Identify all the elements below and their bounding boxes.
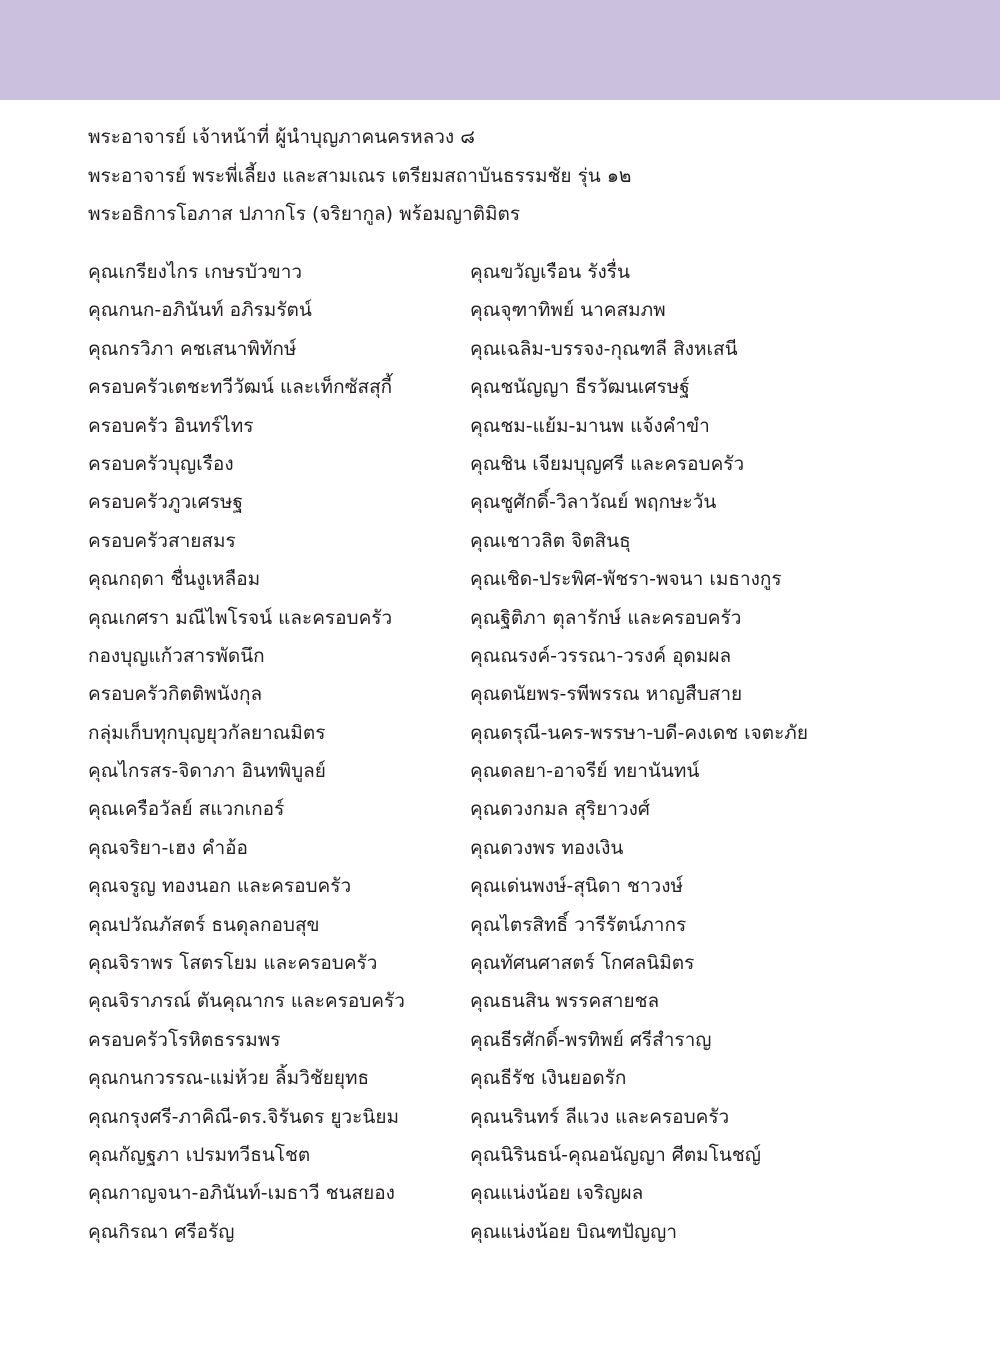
name-entry: ครอบครัวภูวเศรษฐ (88, 491, 243, 514)
name-entry: คุณชม-แย้ม-มานพ แจ้งคำขำ (470, 414, 710, 437)
name-entry: คุณเครือวัลย์ สแวกเกอร์ (88, 798, 285, 821)
name-entry: คุณดวงกมล สุริยาวงศ์ (470, 798, 650, 821)
name-entry: คุณเกศรา มณีไพโรจน์ และครอบครัว (88, 606, 393, 629)
name-entry: คุณไตรสิทธิ์ วารีรัตน์ภากร (470, 913, 687, 936)
name-entry: ครอบครัวกิตติพนังกุล (88, 683, 263, 706)
name-entry: คุณกาญจนา-อภินันท์-เมธาวี ชนสยอง (88, 1182, 395, 1205)
name-entry: คุณเฉลิม-บรรจง-กุณฑลี สิงหเสนี (470, 337, 738, 360)
name-entry: คุณกรวิภา คชเสนาพิทักษ์ (88, 337, 297, 360)
name-entry: คุณนรินทร์ ลีแวง และครอบครัว (470, 1105, 730, 1128)
name-entry: คุณกิรณา ศรีอรัญ (88, 1220, 235, 1243)
name-entry: คุณชนัญญา ธีรวัฒนเศรษฐ์ (470, 376, 690, 399)
name-entry: ครอบครัวบุญเรือง (88, 452, 234, 475)
name-entry: คุณจรูญ ทองนอก และครอบครัว (88, 875, 352, 898)
intro-line: พระอาจารย์ เจ้าหน้าที่ ผู้นำบุญภาคนครหลวง ๘ (88, 126, 475, 148)
name-entry: คุณชูศักดิ์-วิลาวัณย์ พฤกษะวัน (470, 491, 717, 514)
name-entry: ครอบครัวโรหิตธรรมพร (88, 1028, 281, 1051)
name-entry: ครอบครัวเตชะทวีวัฒน์ และเท็กซัสสุกี้ (88, 376, 393, 399)
name-entry: คุณเกรียงไกร เกษรบัวขาว (88, 261, 303, 283)
name-entry: คุณธีรัช เงินยอดรัก (470, 1067, 627, 1090)
name-entry: คุณเชาวลิต จิตสินธุ (470, 529, 631, 552)
name-entry: คุณดลยา-อาจรีย์ ทยานันทน์ (470, 760, 700, 783)
name-entry: คุณเด่นพงษ์-สุนิดา ชาวงษ์ (470, 875, 684, 898)
name-entry: คุณแน่งน้อย บิณฑปัญญา (470, 1220, 677, 1243)
name-entry: คุณกนกวรรณ-แม่ห้วย ลิ้มวิชัยยุทธ (88, 1067, 370, 1090)
name-entry: คุณกฤดา ชื่นงูเหลือม (88, 568, 261, 591)
header-band (0, 0, 1000, 100)
name-entry: ครอบครัว อินทร์ไทร (88, 414, 254, 437)
name-entry: คุณดวงพร ทองเงิน (470, 836, 624, 859)
name-entry: คุณดรุณี-นคร-พรรษา-บดี-คงเดช เจตะภัย (470, 721, 808, 744)
intro-block (88, 118, 968, 234)
name-entry: คุณกัญฐภา เปรมทวีธนโชต (88, 1143, 311, 1166)
name-entry: คุณณรงค์-วรรณา-วรงค์ อุดมผล (470, 644, 732, 667)
name-entry: คุณจริยา-เฮง คำอ้อ (88, 836, 248, 859)
name-entry: คุณแน่งน้อย เจริญผล (470, 1182, 644, 1205)
right-name-column (470, 253, 980, 1251)
intro-line: พระอาจารย์ พระพี่เลี้ยง และสามเณร เตรียมสถาบันธรรมชัย รุ่น ๑๒ (88, 164, 632, 187)
name-entry: คุณเชิด-ประพิศ-พัชรา-พจนา เมธางกูร (470, 568, 782, 591)
name-entry: คุณทัศนศาสตร์ โกศลนิมิตร (470, 952, 695, 975)
left-name-column (88, 253, 528, 1251)
name-entry: คุณจิราภรณ์ ตันคุณากร และครอบครัว (88, 990, 405, 1013)
name-entry: คุณธนสิน พรรคสายชล (470, 990, 660, 1013)
name-entry: คุณกนก-อภินันท์ อภิรมรัตน์ (88, 299, 312, 322)
name-entry: กลุ่มเก็บทุกบุญยุวกัลยาณมิตร (88, 721, 326, 744)
name-entry: คุณชิน เจียมบุญศรี และครอบครัว (470, 452, 745, 475)
name-entry: คุณกรุงศรี-ภาคิณี-ดร.จิรันดร ยูวะนิยม (88, 1105, 399, 1128)
name-entry: ครอบครัวสายสมร (88, 529, 236, 552)
name-entry: คุณไกรสร-จิดาภา อินทพิบูลย์ (88, 760, 326, 783)
name-entry: คุณจิราพร โสตรโยม และครอบครัว (88, 952, 378, 975)
name-entry: คุณดนัยพร-รพีพรรณ หาญสืบสาย (470, 683, 743, 706)
name-entry: กองบุญแก้วสารพัดนึก (88, 644, 265, 667)
name-entry: คุณธีรศักดิ์-พรทิพย์ ศรีสำราญ (470, 1028, 712, 1051)
name-entry: คุณขวัญเรือน รังรื่น (470, 261, 630, 283)
intro-line: พระอธิการโอภาส ปภากโร (จริยากูล) พร้อมญาติมิตร (88, 203, 521, 225)
name-entry: คุณฐิติภา ตุลารักษ์ และครอบครัว (470, 606, 742, 629)
name-entry: คุณนิรินธน์-คุณอนัญญา ศีตมโนชญ์ (470, 1143, 761, 1166)
name-entry: คุณปวัณภัสตร์ ธนดุลกอบสุข (88, 913, 320, 936)
name-entry: คุณจุฑาทิพย์ นาคสมภพ (470, 299, 666, 322)
